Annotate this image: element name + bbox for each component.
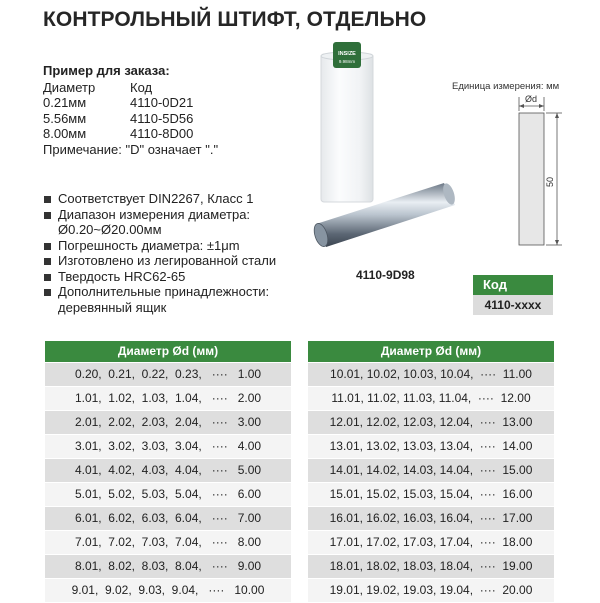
table-row: 0.20, 0.21, 0.22, 0.23, ···· 1.00 — [45, 363, 291, 386]
feature-item: Погрешность диаметра: ±1μm — [43, 238, 313, 254]
table-row: 9.01, 9.02, 9.03, 9.04, ···· 10.00 — [45, 579, 291, 602]
feature-item: Дополнительные принадлежности: — [43, 284, 313, 300]
tube-label-sub: 9.98mm — [338, 59, 356, 64]
diameter-table-left — [45, 341, 291, 603]
table-row: 10.01, 10.02, 10.03, 10.04, ···· 11.00 — [308, 363, 554, 386]
order-code: 4110-8D00 — [130, 126, 194, 141]
code-box-header: Код — [473, 275, 553, 295]
table-row: 7.01, 7.02, 7.03, 7.04, ···· 8.00 — [45, 531, 291, 554]
tube-label-text: INSIZE — [338, 51, 356, 57]
table-row: 12.01, 12.02, 12.03, 12.04, ···· 13.00 — [308, 411, 554, 434]
arrow-icon — [539, 104, 544, 108]
table-row: 19.01, 19.02, 19.03, 19.04, ···· 20.00 — [308, 579, 554, 602]
table-row: 3.01, 3.02, 3.03, 3.04, ···· 4.00 — [45, 435, 291, 458]
unit-label: Единица измерения: мм — [452, 81, 560, 92]
table-row: 4.01, 4.02, 4.03, 4.04, ···· 5.00 — [45, 459, 291, 482]
table-row: 1.01, 1.02, 1.03, 1.04, ···· 2.00 — [45, 387, 291, 410]
code-box-value: 4110-xxxx — [473, 295, 553, 315]
order-col-diameter: Диаметр — [43, 79, 96, 95]
feature-item: Твердость HRC62-65 — [43, 269, 313, 285]
order-code: 4110-5D56 — [130, 110, 194, 126]
table-row: 14.01, 14.02, 14.03, 14.04, ···· 15.00 — [308, 459, 554, 482]
table-row: 16.01, 16.02, 16.03, 16.04, ···· 17.00 — [308, 507, 554, 530]
table-row: 5.01, 5.02, 5.03, 5.04, ···· 6.00 — [45, 483, 291, 506]
arrow-icon — [555, 240, 559, 245]
table-row: 2.01, 2.02, 2.03, 2.04, ···· 3.00 — [45, 411, 291, 434]
feature-item: Соответствует DIN2267, Класс 1 — [43, 191, 313, 207]
table-row: 17.01, 17.02, 17.03, 17.04, ···· 18.00 — [308, 531, 554, 554]
table-row: 18.01, 18.02, 18.03, 18.04, ···· 19.00 — [308, 555, 554, 578]
length-label: 50 — [545, 176, 555, 188]
order-note: Примечание: "D" означает "." — [43, 141, 219, 157]
arrow-icon — [519, 104, 524, 108]
order-col-code: Код — [130, 79, 153, 95]
diameter-label: Ød — [524, 94, 538, 104]
arrow-icon — [555, 113, 559, 118]
product-model: 4110-9D98 — [356, 268, 415, 282]
feature-item: Диапазон измерения диаметра: — [43, 207, 313, 223]
page-title: КОНТРОЛЬНЫЙ ШТИФТ, ОТДЕЛЬНО — [43, 8, 427, 31]
table-header: Диаметр Ød (мм) — [45, 341, 291, 362]
order-example-heading: Пример для заказа: — [43, 63, 170, 78]
diameter-table-right — [308, 341, 554, 603]
feature-item: Изготовлено из легированной стали — [43, 253, 313, 269]
order-diameter: 0.21мм — [43, 95, 87, 110]
code-box — [473, 275, 553, 315]
feature-item-continuation: деревянный ящик — [58, 299, 167, 315]
order-diameter: 8.00мм — [43, 126, 87, 141]
order-diameter: 5.56мм — [43, 110, 87, 126]
table-row: 6.01, 6.02, 6.03, 6.04, ···· 7.00 — [45, 507, 291, 530]
order-code: 4110-0D21 — [130, 95, 194, 110]
table-header: Диаметр Ød (мм) — [308, 341, 554, 362]
table-row: 15.01, 15.02, 15.03, 15.04, ···· 16.00 — [308, 483, 554, 506]
table-row: 8.01, 8.02, 8.03, 8.04, ···· 9.00 — [45, 555, 291, 578]
feature-item-continuation: Ø0.20~Ø20.00мм — [58, 222, 162, 237]
pin-outline — [519, 113, 544, 245]
table-row: 11.01, 11.02, 11.03, 11.04, ···· 12.00 — [308, 387, 554, 410]
table-row: 13.01, 13.02, 13.03, 13.04, ···· 14.00 — [308, 435, 554, 458]
